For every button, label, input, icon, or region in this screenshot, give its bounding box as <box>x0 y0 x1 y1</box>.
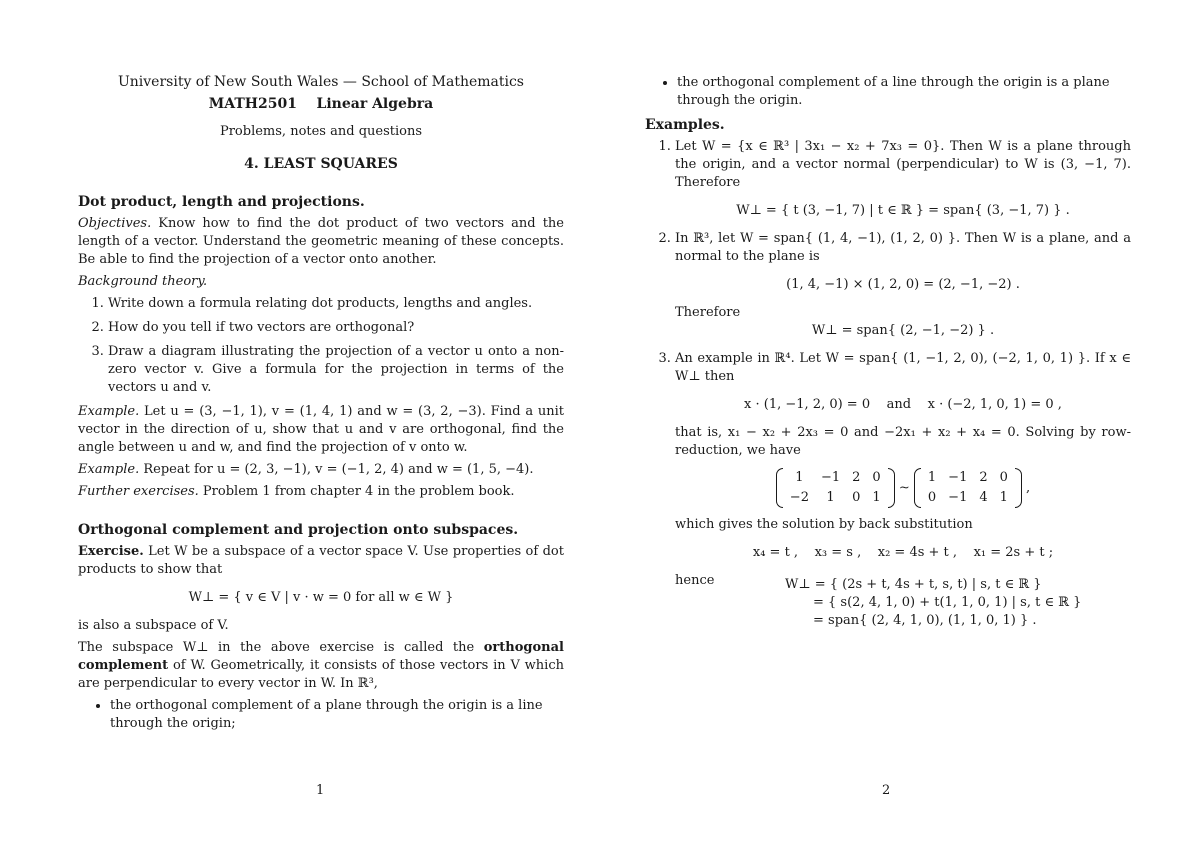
course-title: MATH2501 Linear Algebra <box>208 96 434 112</box>
objectives-label: Objectives. <box>78 216 152 231</box>
example-text: that is, x₁ − x₂ + 2x₃ = 0 and −2x₁ + x₂ + x₄ = 0. Solving by row-reduction, we have <box>675 425 1131 458</box>
called-text-b: of W. Geometrically, it consists of those vectors in V which are perpendicular to every vector in W. In ℝ³, <box>78 658 564 691</box>
final-line-3: = span{ (2, 4, 1, 0), (1, 1, 0, 1) } . <box>813 613 1037 628</box>
example-text: Let u = (3, −1, 1), v = (1, 4, 1) and w = (3, 2, −3). Find a unit vector in the direction of u, show that u and v are orthogonal, find the angle between u and w, and find the projection of v onto w. <box>78 404 564 455</box>
matrix-row <box>922 468 1014 488</box>
display-equation: x · (1, −1, 2, 0) = 0 and x · (−2, 1, 0, 1) = 0 , <box>744 397 1062 412</box>
examples-title: Examples. <box>645 117 725 133</box>
example-2 <box>78 461 564 479</box>
page-2 <box>645 70 1131 638</box>
example-text: which gives the solution by back substitution <box>675 517 973 532</box>
matrix-row <box>784 488 887 508</box>
section-orthogonal-title: Orthogonal complement and projection onto subspaces. <box>78 522 519 538</box>
matrix-cell: 2 <box>852 470 861 485</box>
list-item <box>675 350 1131 630</box>
exercise-text: Let W be a subspace of a vector space V. Use properties of dot products to show that <box>78 544 564 577</box>
comma: , <box>1026 480 1031 496</box>
display-equation: x₄ = t , x₃ = s , x₂ = 4s + t , x₁ = 2s + t ; <box>752 545 1054 560</box>
matrix-cell: 2 <box>979 470 988 485</box>
matrix-cell: −1 <box>948 470 968 485</box>
display-equation: (1, 4, −1) × (1, 2, 0) = (2, −1, −2) . <box>786 277 1020 292</box>
matrix-cell: 1 <box>927 470 937 485</box>
list-item <box>675 230 1131 340</box>
bullet-list-right <box>645 74 1131 110</box>
list-item: 3. Draw a diagram illustrating the projection of a vector u onto a non-zero vector v. Give a formula for the projection in terms of the vectors u and v. <box>108 343 564 397</box>
final-equations <box>785 576 1131 630</box>
example-label: Example. <box>78 462 140 477</box>
matrix-cell: 1 <box>999 490 1008 505</box>
matrix-cell: 4 <box>979 490 988 505</box>
orthogonal-complement-paragraph <box>78 639 564 693</box>
display-equation: W⊥ = span{ (2, −1, −2) } . <box>811 323 995 338</box>
matrix-cell: 1 <box>795 470 804 485</box>
matrix-cell: 0 <box>999 470 1008 485</box>
further-text: Problem 1 from chapter 4 in the problem book. <box>198 484 515 499</box>
matrix-cell: 1 <box>826 490 835 505</box>
university-header: University of New South Wales — School of Mathematics <box>117 74 524 90</box>
examples-list <box>645 138 1131 630</box>
matrix-cell: 0 <box>872 470 881 485</box>
page-number-2: 2 <box>882 783 891 798</box>
wperp-definition: W⊥ = { v ∈ V | v · w = 0 for all w ∈ W } <box>188 590 454 605</box>
matrix-cell: −1 <box>948 490 968 505</box>
matrix-row-reduction <box>675 468 1131 508</box>
matrix-cell: −1 <box>820 470 841 485</box>
page-1 <box>78 70 564 739</box>
matrix-row <box>784 468 887 488</box>
list-item: • the orthogonal complement of a plane through the origin is a line through the origin; <box>110 697 564 733</box>
matrix-cell: 0 <box>852 490 861 505</box>
matrix-row <box>922 488 1014 508</box>
orthogonal-complement-term: orthogonal complement <box>78 640 564 673</box>
therefore-text: Therefore <box>675 305 741 320</box>
list-item: 2. How do you tell if two vectors are orthogonal? <box>108 319 564 337</box>
list-item <box>675 138 1131 220</box>
further-label: Further exercises. <box>78 484 199 499</box>
list-item: 1. Write down a formula relating dot products, lengths and angles. <box>108 295 564 313</box>
final-line-1: W⊥ = { (2s + t, 4s + t, s, t) | s, t ∈ ℝ } <box>785 577 1042 592</box>
bullet-list-left <box>78 697 564 733</box>
matrix-cell: −2 <box>789 490 809 505</box>
matrix-a <box>776 468 895 508</box>
example-1 <box>78 403 564 457</box>
example-text: Repeat for u = (2, 3, −1), v = (−1, 2, 4) and w = (1, 5, −4). <box>139 462 534 477</box>
exercise-label: Exercise. <box>78 544 144 559</box>
matrix-b <box>914 468 1022 508</box>
objectives-text: Know how to find the dot product of two vectors and the length of a vector. Understand the geometric meaning of these concepts. Be able to find the projection of a vector onto another. <box>78 216 564 267</box>
hence-text: hence <box>675 573 715 588</box>
example-text: 1. Let W = {x ∈ ℝ³ | 3x₁ − x₂ + 7x₃ = 0}. Then W is a plane through the origin, and a vector normal (perpendicular) to W is (3, −1, 7). Therefore <box>675 139 1131 190</box>
background-list <box>78 295 564 397</box>
tilde-symbol: ∼ <box>898 480 910 496</box>
display-equation: W⊥ = { t (3, −1, 7) | t ∈ ℝ } = span{ (3, −1, 7) } . <box>736 203 1070 218</box>
section-dot-product-title: Dot product, length and projections. <box>78 194 365 210</box>
called-text-a: The subspace W⊥ in the above exercise is called the <box>78 640 484 655</box>
chapter-title: 4. LEAST SQUARES <box>244 156 398 172</box>
page-number-1: 1 <box>316 783 325 798</box>
matrix-cell: 0 <box>927 490 937 505</box>
example-text: 3. An example in ℝ⁴. Let W = span{ (1, −1, 2, 0), (−2, 1, 0, 1) }. If x ∈ W⊥ then <box>675 351 1131 384</box>
exercise-paragraph <box>78 543 564 579</box>
objectives-paragraph <box>78 215 564 269</box>
matrix-cell: 1 <box>872 490 881 505</box>
subtitle: Problems, notes and questions <box>219 124 423 139</box>
subspace-text: is also a subspace of V. <box>78 618 229 633</box>
further-exercises <box>78 483 564 501</box>
background-label: Background theory. <box>78 274 208 289</box>
final-line-2: = { s(2, 4, 1, 0) + t(1, 1, 0, 1) | s, t ∈ ℝ } <box>813 595 1082 610</box>
example-label: Example. <box>78 404 140 419</box>
list-item: • the orthogonal complement of a line through the origin is a plane through the origin. <box>677 74 1131 110</box>
example-text: 2. In ℝ³, let W = span{ (1, 4, −1), (1, 2, 0) }. Then W is a plane, and a normal to the plane is <box>675 231 1131 264</box>
